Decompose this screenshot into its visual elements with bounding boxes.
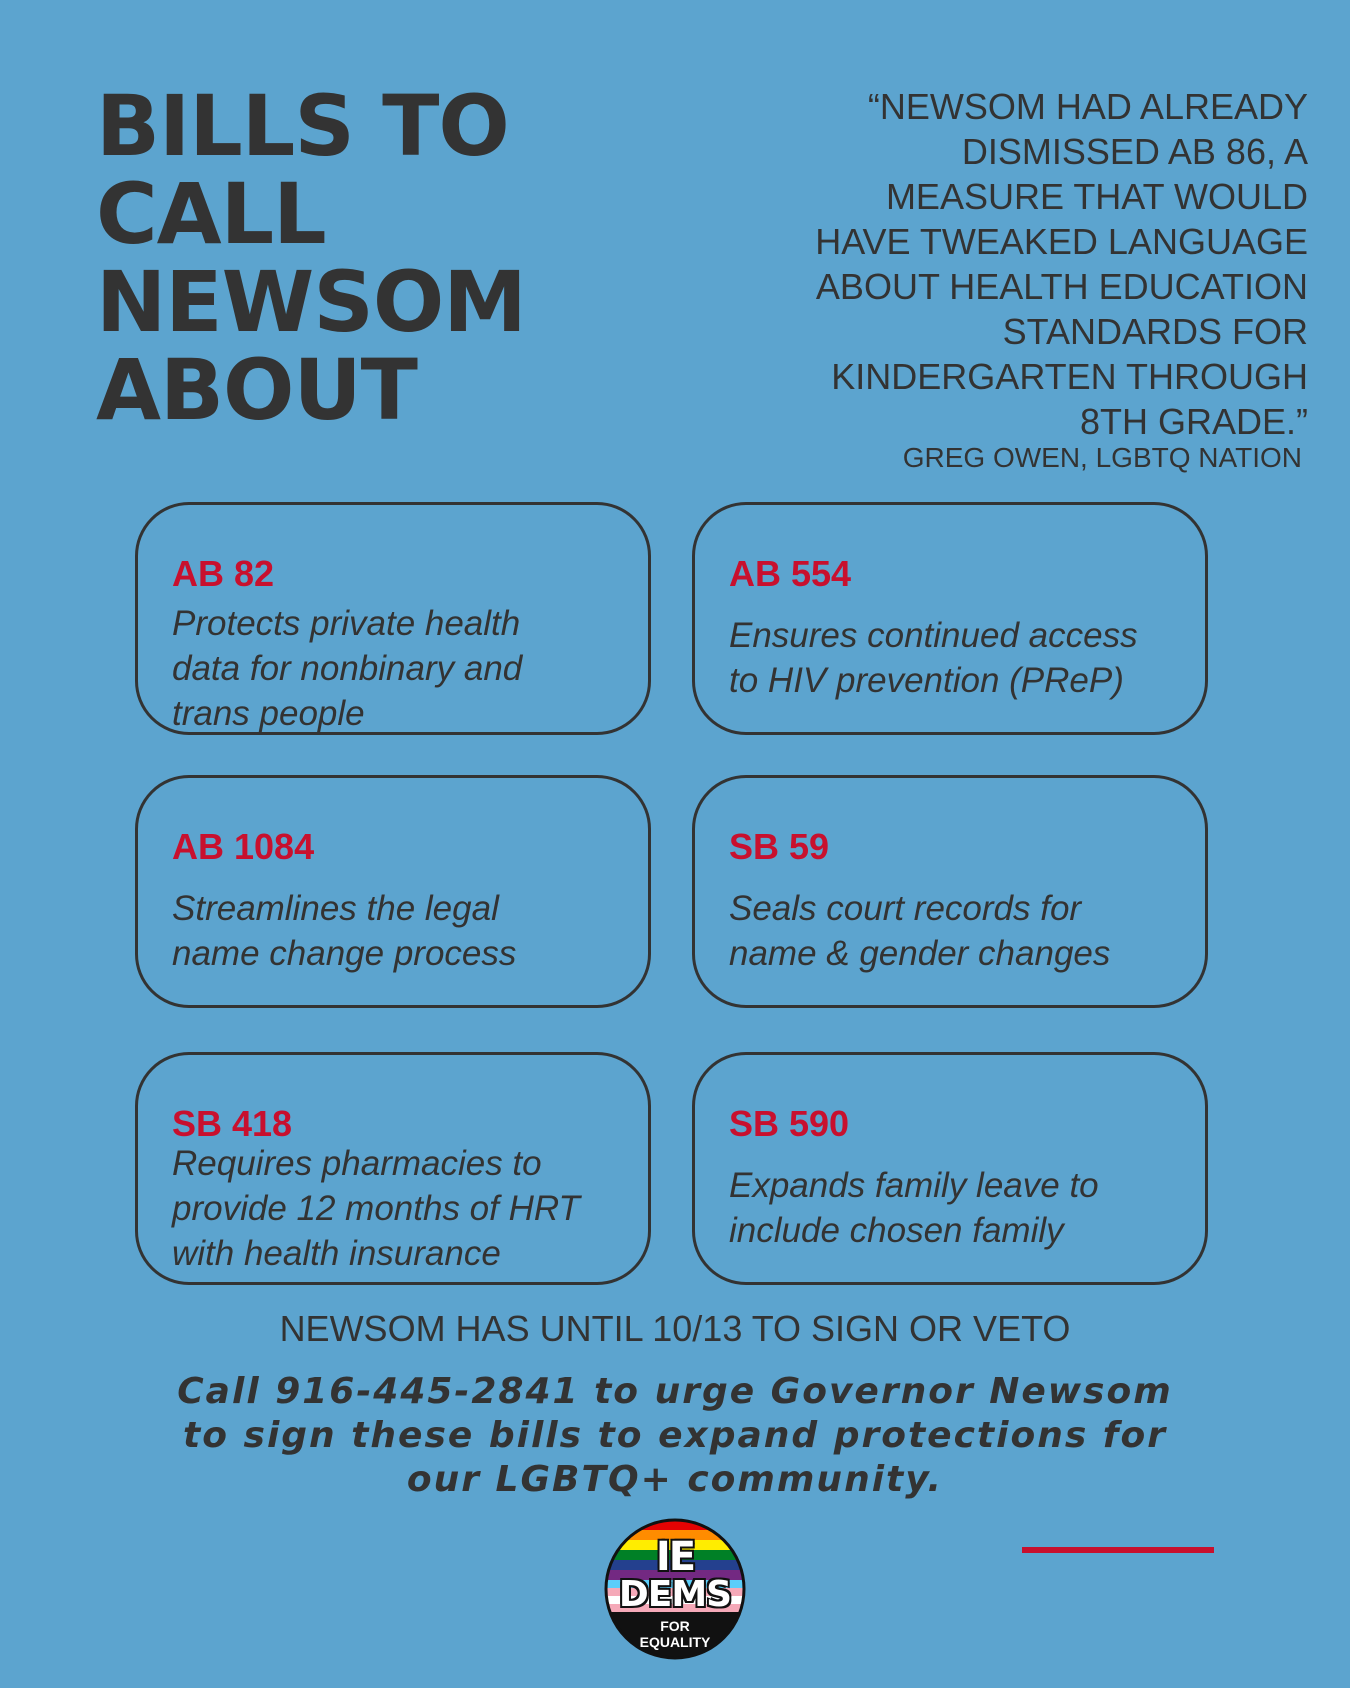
call-to-action xyxy=(0,1370,1350,1502)
title-line: CALL xyxy=(96,165,326,263)
bill-card-sb418 xyxy=(135,1052,651,1285)
quote-line: STANDARDS FOR xyxy=(1002,311,1308,352)
logo-for-text: FOR xyxy=(660,1618,690,1634)
bill-number: AB 554 xyxy=(729,553,852,594)
pull-quote xyxy=(768,84,1308,444)
cta-line: Call 916-445-2841 to urge Governor Newsom xyxy=(177,1371,1173,1412)
desc-line: name change process xyxy=(172,934,517,973)
ie-dems-logo xyxy=(604,1518,746,1660)
quote-source: GREG OWEN, LGBTQ NATION xyxy=(902,442,1302,473)
desc-line: Seals court records for xyxy=(729,889,1082,928)
bill-card-sb59 xyxy=(692,775,1208,1008)
desc-line: to HIV prevention (PReP) xyxy=(729,661,1124,700)
title-line: BILLS TO xyxy=(96,77,509,175)
desc-line: data for nonbinary and xyxy=(172,649,523,688)
quote-line: KINDERGARTEN THROUGH xyxy=(831,356,1308,397)
bill-card-ab82 xyxy=(135,502,651,735)
logo-ie-text: IE xyxy=(655,1534,695,1580)
desc-line: provide 12 months of HRT xyxy=(172,1189,580,1228)
bill-number: AB 1084 xyxy=(172,826,315,867)
bill-number: AB 82 xyxy=(172,553,275,594)
quote-line: DISMISSED AB 86, A xyxy=(961,131,1308,172)
bill-number: SB 59 xyxy=(729,826,830,867)
cta-line: our LGBTQ+ community. xyxy=(406,1459,944,1500)
bill-card-sb590 xyxy=(692,1052,1208,1285)
bill-card-ab1084 xyxy=(135,775,651,1008)
desc-line: Protects private health xyxy=(172,604,521,643)
cta-line: to sign these bills to expand protections for xyxy=(183,1415,1167,1456)
desc-line: Streamlines the legal xyxy=(172,889,499,928)
bill-number: SB 418 xyxy=(172,1103,293,1144)
bill-description xyxy=(172,601,522,736)
logo-dems-text: DEMS xyxy=(618,1574,732,1615)
desc-line: name & gender changes xyxy=(729,934,1111,973)
desc-line: Expands family leave to xyxy=(729,1166,1099,1205)
quote-line: ABOUT HEALTH EDUCATION xyxy=(815,266,1308,307)
desc-line: Ensures continued access xyxy=(729,616,1138,655)
bill-number: SB 590 xyxy=(729,1103,850,1144)
logo-equality-text: EQUALITY xyxy=(639,1634,711,1650)
quote-line: MEASURE THAT WOULD xyxy=(885,176,1308,217)
deadline-text: NEWSOM HAS UNTIL 10/13 TO SIGN OR VETO xyxy=(279,1308,1071,1349)
bill-description xyxy=(729,613,1138,703)
quote-line: HAVE TWEAKED LANGUAGE xyxy=(815,221,1308,262)
bill-description xyxy=(729,1163,1099,1253)
desc-line: trans people xyxy=(172,694,365,733)
quote-line: 8TH GRADE.” xyxy=(1079,401,1308,442)
desc-line: with health insurance xyxy=(172,1234,501,1273)
desc-line: Requires pharmacies to xyxy=(172,1144,542,1183)
bill-description xyxy=(729,886,1110,976)
bill-card-ab554 xyxy=(692,502,1208,735)
quote-line: “NEWSOM HAD ALREADY xyxy=(867,86,1308,127)
bill-description xyxy=(172,886,516,976)
page-title xyxy=(96,77,736,439)
desc-line: include chosen family xyxy=(729,1211,1064,1250)
title-line: NEWSOM xyxy=(96,253,526,351)
title-line: ABOUT xyxy=(96,341,417,439)
red-divider xyxy=(1022,1547,1214,1553)
bill-description xyxy=(172,1141,580,1276)
